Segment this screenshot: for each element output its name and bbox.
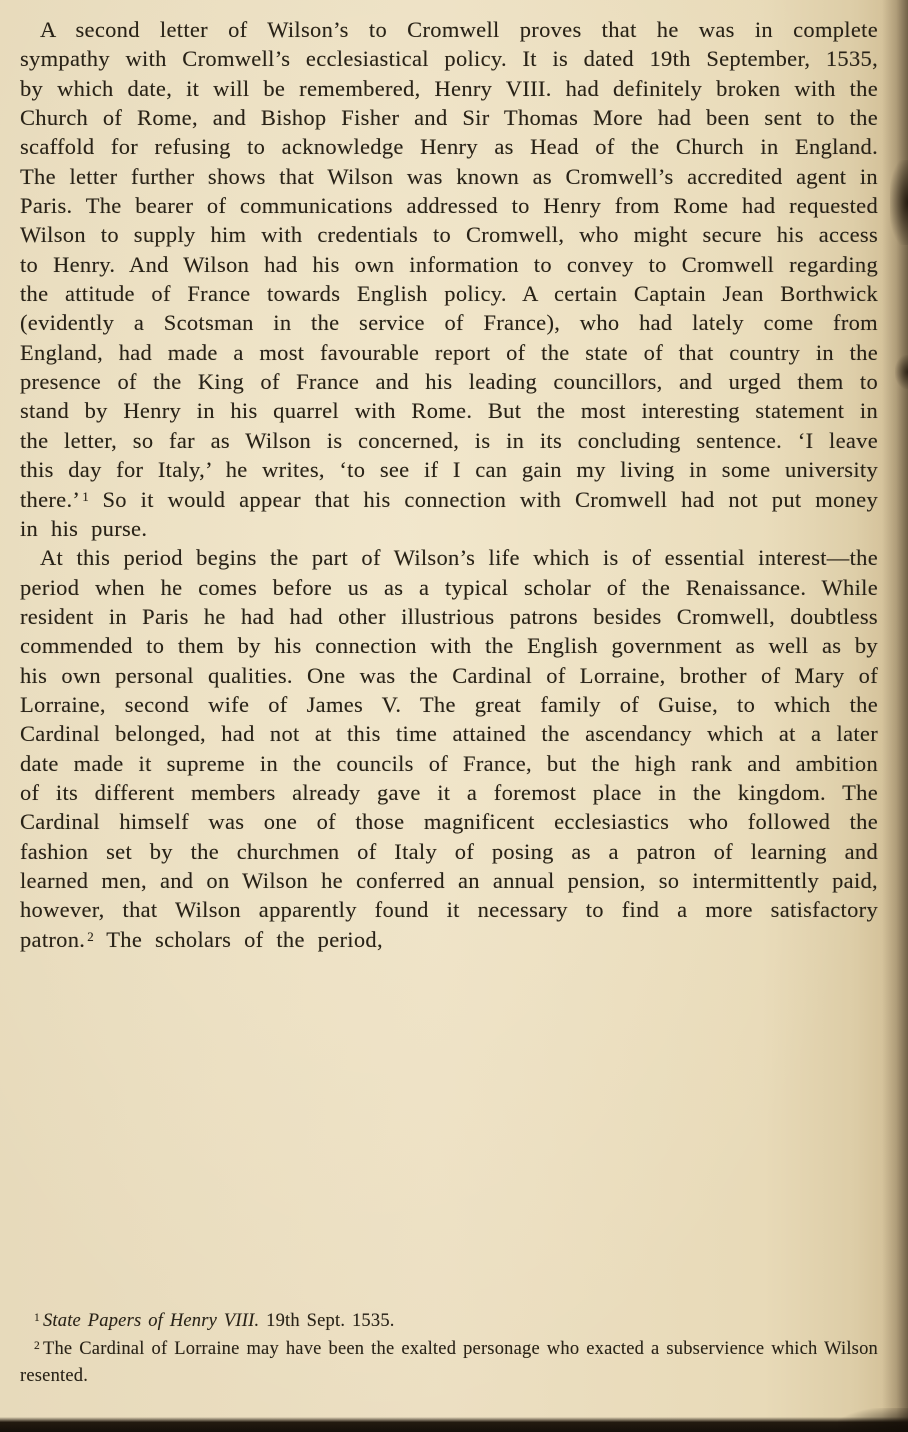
paragraph-1-text-a: A second letter of Wilson’s to Cromwell proves that he was in complete sympathy with Cromwell’s ecclesiastical policy. It is dated 19th September, 1535, by which date, it will be remembered, Henry VIII. had definitely broken with the Church of Rome, and Bishop Fisher and Sir Thomas More had been sent to the scaffold for refusing to acknowledge Henry as Head of the Church in England. The letter further shows that Wilson was known as Cromwell’s accredited agent in Paris. The bearer of communications addressed to Henry from Rome had requested Wilson to supply him with credentials to Cromwell, who might secure his access to Henry. And Wilson had his own information to convey to Cromwell regarding the attitude of France towards English policy. A certain Captain Jean Borthwick (evidently a Scotsman in the service of France), who had lately come from England, had made a most favourable report of the state of that country in the presence of the King of France and his leading councillors, and urged them to stand by Henry in his quarrel with Rome. But the most interesting statement in the letter, so far as Wilson is concerned, is in its concluding sentence. ‘I leave this day for Italy,’ he writes, ‘to see if I can gain my living in some university there.’ bbox=[20, 17, 878, 512]
footnote-2 bbox=[20, 1336, 878, 1391]
footnote-1-marker: 1 bbox=[34, 1312, 40, 1324]
paragraph-2-text-a: At this period begins the part of Wilson’s life which is of essential interest—the period when he comes before us as a typical scholar of the Renaissance. While resident in Paris he had had other illustrious patrons besides Cromwell, doubtless commended to them by his connection with the English government as well as by his own personal qualities. One was the Cardinal of Lorraine, brother of Mary of Lorraine, second wife of James V. The great family of Guise, to which the Cardinal belonged, had not at this time attained the ascendancy which at a later date made it supreme in the councils of France, but the high rank and ambition of its different members already gave it a foremost place in the kingdom. The Cardinal himself was one of those magnificent ecclesiastics who followed the fashion set by the churchmen of Italy of posing as a patron of learning and learned men, and on Wilson he conferred an annual pension, so intermittently paid, however, that Wilson apparently found it necessary to find a more satisfactory patron. bbox=[20, 545, 878, 952]
footnote-1 bbox=[20, 1308, 878, 1336]
scan-bottom-right-corner bbox=[838, 1408, 908, 1432]
paragraph-2 bbox=[20, 543, 878, 954]
scan-bottom-edge bbox=[0, 1417, 908, 1432]
paragraph-1 bbox=[20, 15, 878, 543]
footnote-ref-1: 1 bbox=[82, 488, 89, 504]
page-body-text bbox=[20, 15, 878, 954]
paragraph-2-text-b: The scholars of the period, bbox=[93, 926, 383, 952]
footnote-2-marker: 2 bbox=[34, 1339, 40, 1352]
scan-mark-upper-right bbox=[890, 160, 908, 245]
footnote-1-text: 19th Sept. 1535. bbox=[259, 1311, 395, 1331]
footnote-ref-2: 2 bbox=[87, 928, 94, 944]
footnote-2-text: The Cardinal of Lorraine may have been the exalted personage who exacted a subservience which Wilson resented. bbox=[20, 1338, 878, 1386]
scan-mark-mid-right bbox=[895, 355, 908, 389]
footnotes-section bbox=[20, 1308, 878, 1391]
paragraph-1-text-b: So it would appear that his connection with Cromwell had not put money in his purse. bbox=[20, 486, 878, 541]
scan-edge-shadow-right bbox=[882, 0, 908, 1432]
footnote-1-source: State Papers of Henry VIII. bbox=[42, 1311, 260, 1331]
